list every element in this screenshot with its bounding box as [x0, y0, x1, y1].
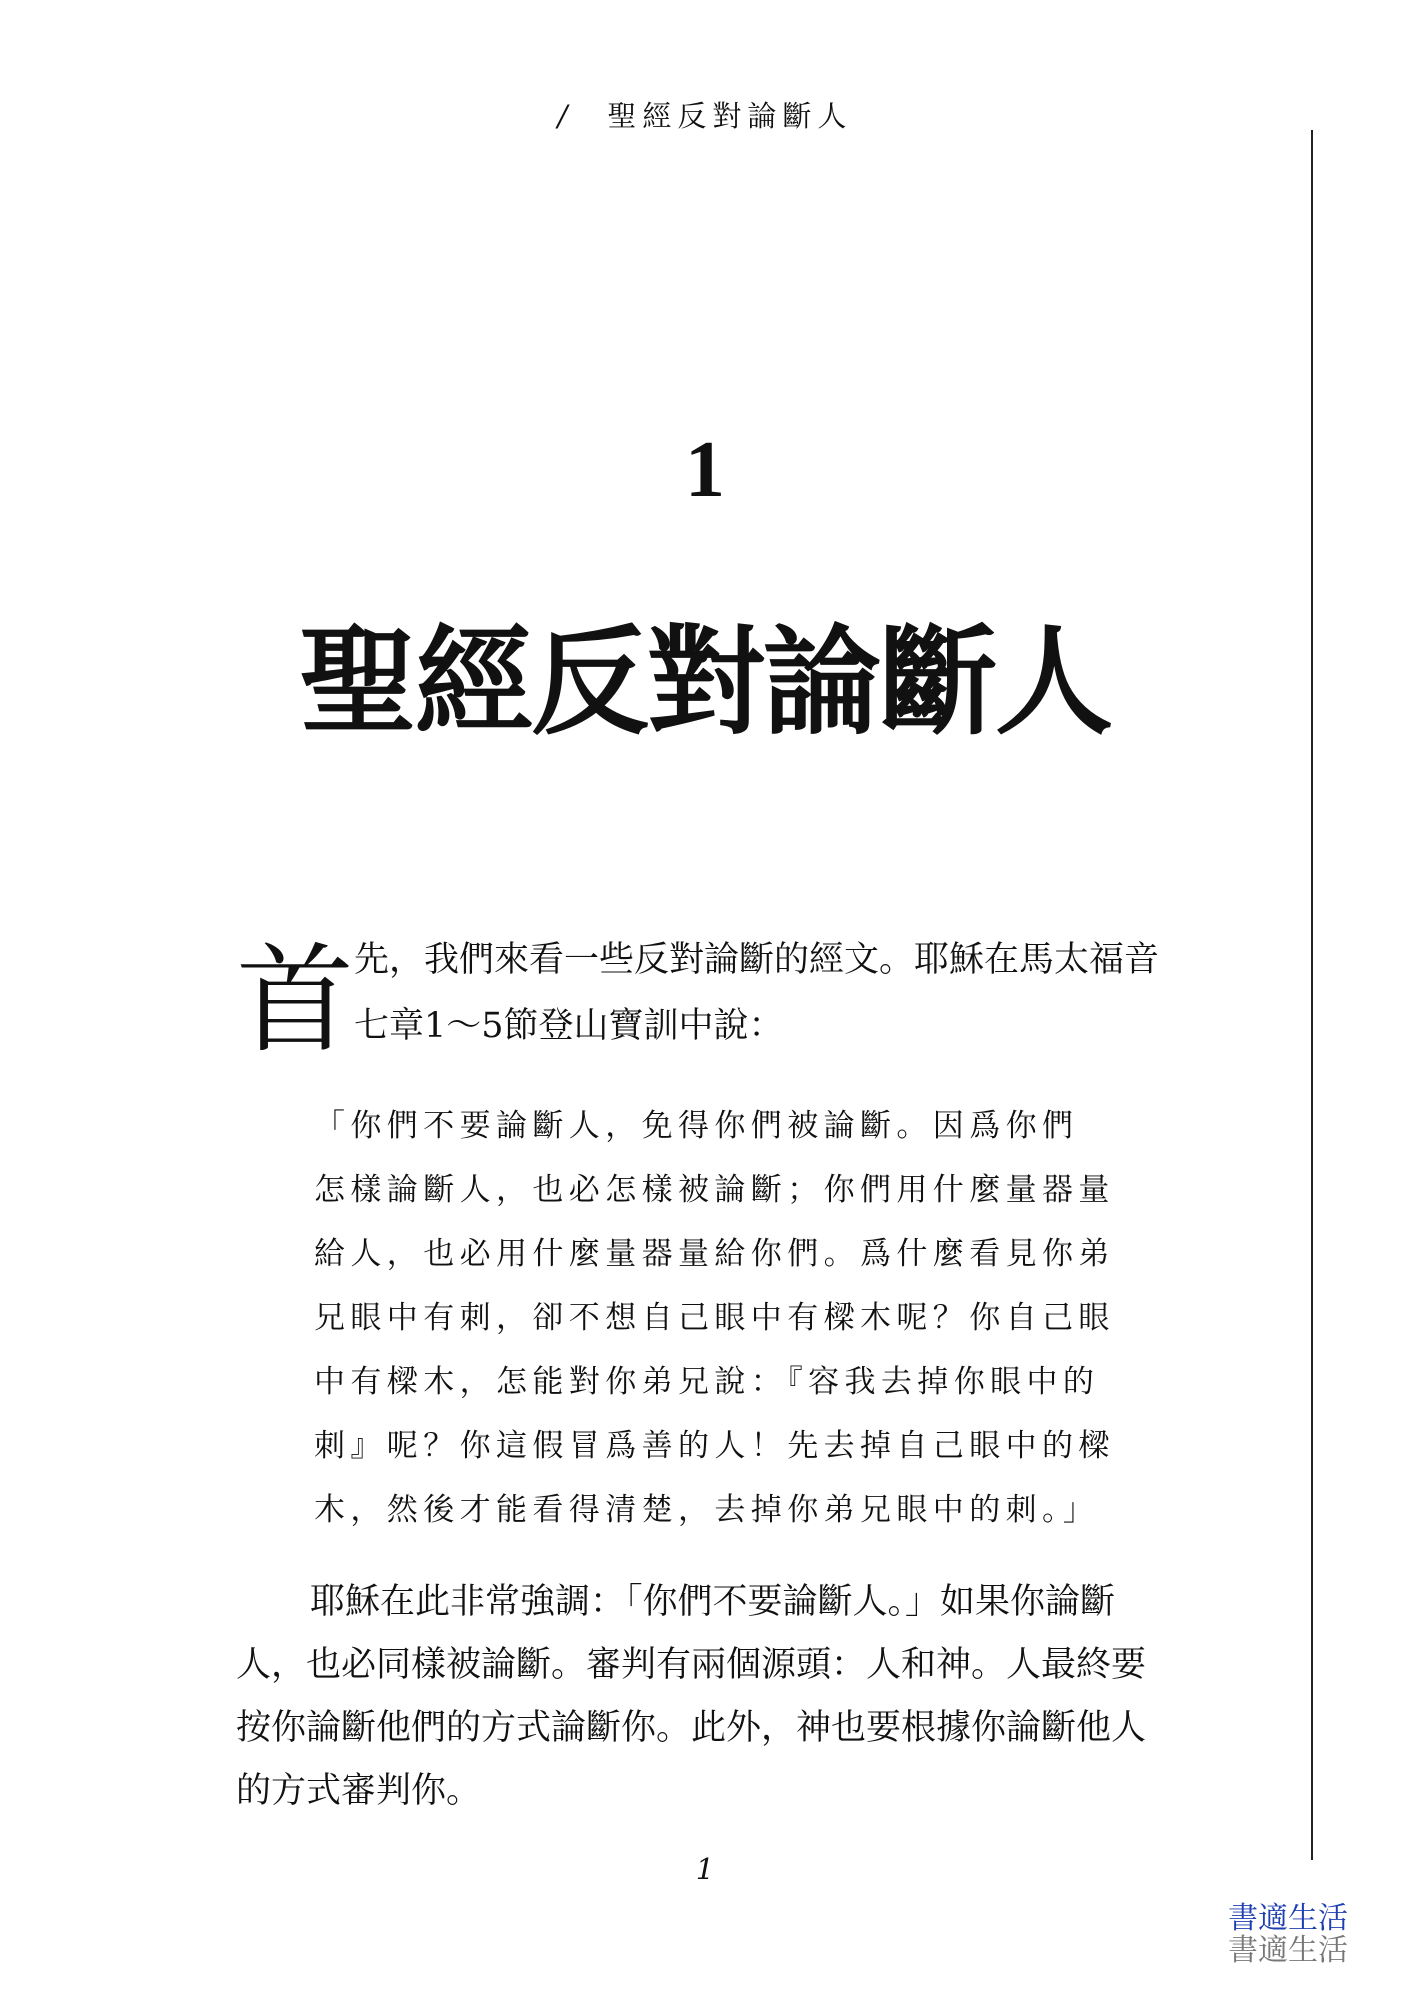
- quote-line: 給人，也必用什麼量器量給你們。爲什麼看見你弟: [314, 1236, 1115, 1272]
- intro-line-2: 七章1～5節登山寶訓中說：: [354, 1006, 784, 1046]
- publisher-watermark: [1228, 1903, 1348, 1967]
- chapter-number: 1: [685, 426, 725, 514]
- right-margin-rule: [1311, 130, 1313, 1860]
- quote-line: 怎樣論斷人，也必怎樣被論斷；你們用什麼量器量: [314, 1172, 1115, 1208]
- header-running-title: 聖經反對論斷人: [607, 99, 853, 133]
- watermark-line-1: 書適生活: [1228, 1901, 1348, 1936]
- body-line: 耶穌在此非常強調：「你們不要論斷人。」如果你論斷: [310, 1582, 1116, 1622]
- drop-cap: 首: [236, 931, 355, 1069]
- chapter-title: 聖經反對論斷人: [298, 612, 1111, 751]
- quote-line: 「你們不要論斷人，免得你們被論斷。因爲你們: [314, 1108, 1079, 1144]
- watermark-line-2: 書適生活: [1228, 1933, 1348, 1968]
- body-line: 人，也必同樣被論斷。審判有兩個源頭：人和神。人最終要: [236, 1645, 1147, 1685]
- header-separator: /: [557, 99, 574, 133]
- scripture-quote: [314, 1094, 1174, 1542]
- body-line: 按你論斷他們的方式論斷你。此外，神也要根據你論斷他人: [236, 1708, 1147, 1748]
- page-number: 1: [695, 1852, 715, 1886]
- intro-line-1: 先，我們來看一些反對論斷的經文。耶穌在馬太福音: [354, 940, 1160, 980]
- quote-line: 木，然後才能看得清楚，去掉你弟兄眼中的刺。」: [314, 1492, 1100, 1528]
- running-header: [0, 94, 1410, 135]
- quote-line: 刺』呢？你這假冒爲善的人！先去掉自己眼中的樑: [314, 1428, 1115, 1464]
- body-paragraph: [236, 1571, 1226, 1823]
- quote-line: 中有樑木，怎能對你弟兄說：『容我去掉你眼中的: [314, 1364, 1100, 1400]
- body-line: 的方式審判你。: [236, 1771, 482, 1811]
- quote-line: 兄眼中有刺，卻不想自己眼中有樑木呢？你自己眼: [314, 1300, 1115, 1336]
